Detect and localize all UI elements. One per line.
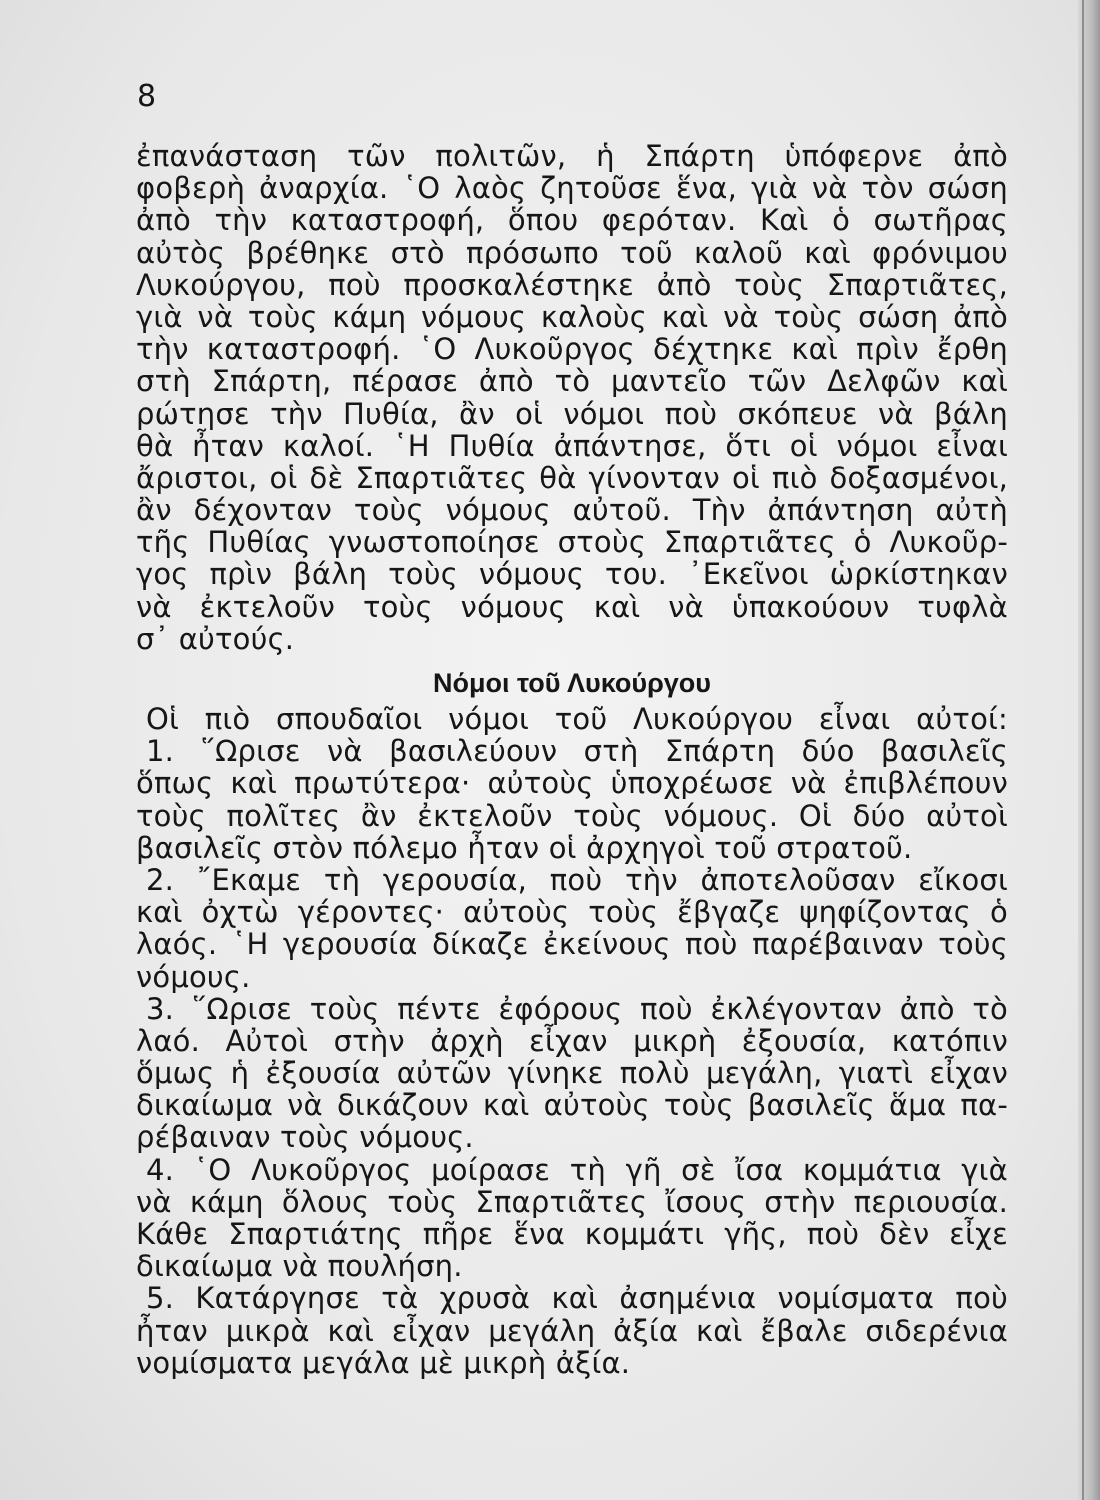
paragraph-continuation — [136, 140, 1008, 655]
text-line: ἦταν μικρὰ καὶ εἶχαν μεγάλη ἀξία καὶ ἔβαλε σιδερένια — [136, 1313, 1008, 1348]
text-line: δικαίωμα νὰ πουλήση. — [136, 1249, 463, 1284]
text-line: γιὰ νὰ τοὺς κάμη νόμους καλοὺς καὶ νὰ τοὺς σώση ἀπὸ — [136, 299, 1008, 334]
text-line: ἐπανάσταση τῶν πολιτῶν, ἡ Σπάρτη ὑπόφερνε ἀπὸ — [136, 139, 1008, 173]
text-line: ἄριστοι, οἱ δὲ Σπαρτιᾶτες θὰ γίνονταν οἱ πιὸ δοξασμένοι, — [136, 460, 1008, 495]
text-line: ρώτησε τὴν Πυθία, ἂν οἱ νόμοι ποὺ σκόπευε νὰ βάλη — [136, 396, 1008, 431]
law-4 — [136, 1154, 1008, 1283]
text-line: Λυκούργου, ποὺ προσκαλέστηκε ἀπὸ τοὺς Σπαρτιᾶτες, — [136, 267, 1008, 302]
intro-line: Οἱ πιὸ σπουδαῖοι νόμοι τοῦ Λυκούργου εἶναι αὐτοί: — [146, 702, 1008, 736]
page-edge-line — [1082, 0, 1084, 1500]
text-line: τὴν καταστροφή. ῾Ο Λυκοῦργος δέχτηκε καὶ πρὶν ἔρθη — [136, 332, 1008, 367]
text-line: τοὺς πολῖτες ἂν ἐκτελοῦν τοὺς νόμους. Οἱ δύο αὐτοὶ — [136, 798, 1008, 833]
text-line: καὶ ὀχτὼ γέροντες· αὐτοὺς τοὺς ἔβγαζε ψηφίζοντας ὁ — [136, 895, 1008, 930]
text-line: νομίσματα μεγάλα μὲ μικρὴ ἀξία. — [136, 1345, 631, 1380]
law-3 — [136, 993, 1008, 1154]
body-text — [136, 140, 1008, 1379]
text-line: γος πρὶν βάλη τοὺς νόμους του. ᾿Εκεῖνοι ὡρκίστηκαν — [136, 557, 1008, 592]
section-heading: Νόμοι τοῦ Λυκούργου — [432, 668, 712, 698]
text-line: 3. ῞Ωρισε τοὺς πέντε ἐφόρους ποὺ ἐκλέγονταν ἀπὸ τὸ — [146, 991, 1008, 1026]
text-line: 5. Κατάργησε τὰ χρυσὰ καὶ ἀσημένια νομίσματα ποὺ — [146, 1281, 1008, 1316]
text-line: ἂν δέχονταν τοὺς νόμους αὐτοῦ. Τὴν ἀπάντηση αὐτὴ — [136, 493, 1008, 528]
text-line: Κάθε Σπαρτιάτης πῆρε ἕνα κομμάτι γῆς, ποὺ δὲν εἶχε — [136, 1217, 1008, 1251]
text-line: τῆς Πυθίας γνωστοποίησε στοὺς Σπαρτιᾶτες ὁ Λυκοῦρ- — [136, 525, 1008, 560]
text-line: θὰ ἦταν καλοί. ῾Η Πυθία ἀπάντησε, ὅτι οἱ νόμοι εἶναι — [136, 428, 1008, 463]
text-line: νὰ κάμη ὅλους τοὺς Σπαρτιᾶτες ἴσους στὴν περιουσία. — [136, 1184, 1008, 1219]
text-line: βασιλεῖς στὸν πόλεμο ἦταν οἱ ἀρχηγοὶ τοῦ στρατοῦ. — [136, 830, 913, 865]
text-line: 1. ῞Ωρισε νὰ βασιλεύουν στὴ Σπάρτη δύο βασιλεῖς — [146, 734, 1008, 769]
law-2 — [136, 864, 1008, 993]
page-number: 8 — [137, 79, 157, 114]
text-line: 4. ῾Ο Λυκοῦργος μοίρασε τὴ γῆ σὲ ἴσα κομμάτια γιὰ — [146, 1152, 1008, 1187]
text-line: ὅπως καὶ πρωτύτερα· αὐτοὺς ὑποχρέωσε νὰ ἐπιβλέπουν — [136, 766, 1008, 801]
text-line: αὐτὸς βρέθηκε στὸ πρόσωπο τοῦ καλοῦ καὶ φρόνιμου — [136, 235, 1008, 270]
text-line: ὅμως ἡ ἐξουσία αὐτῶν γίνηκε πολὺ μεγάλη, γιατὶ εἶχαν — [136, 1056, 1008, 1091]
text-line: νὰ ἐκτελοῦν τοὺς νόμους καὶ νὰ ὑπακούουν τυφλὰ — [136, 589, 1008, 624]
law-1 — [136, 735, 1008, 864]
text-line: λαό. Αὐτοὶ στὴν ἀρχὴ εἶχαν μικρὴ ἐξουσία, κατόπιν — [136, 1023, 1008, 1058]
text-line: λαός. ῾Η γερουσία δίκαζε ἐκείνους ποὺ παρέβαιναν τοὺς — [136, 927, 1008, 962]
text-line: 2. ῎Εκαμε τὴ γερουσία, ποὺ τὴν ἀποτελοῦσαν εἴκοσι — [146, 862, 1008, 897]
text-line: φοβερὴ ἀναρχία. ῾Ο λαὸς ζητοῦσε ἕνα, γιὰ νὰ τὸν σώση — [136, 171, 1008, 206]
text-line: ἀπὸ τὴν καταστροφή, ὅπου φερόταν. Καὶ ὁ σωτῆρας — [136, 203, 1008, 238]
law-5 — [136, 1282, 1008, 1379]
text-line: σ᾿ αὐτούς. — [136, 621, 295, 656]
text-line: ρέβαιναν τοὺς νόμους. — [136, 1120, 474, 1155]
text-line: δικαίωμα νὰ δικάζουν καὶ αὐτοὺς τοὺς βασιλεῖς ἅμα πα- — [136, 1088, 1008, 1123]
text-line: στὴ Σπάρτη, πέρασε ἀπὸ τὸ μαντεῖο τῶν Δελφῶν καὶ — [136, 364, 1008, 399]
text-line: νόμους. — [136, 959, 251, 994]
